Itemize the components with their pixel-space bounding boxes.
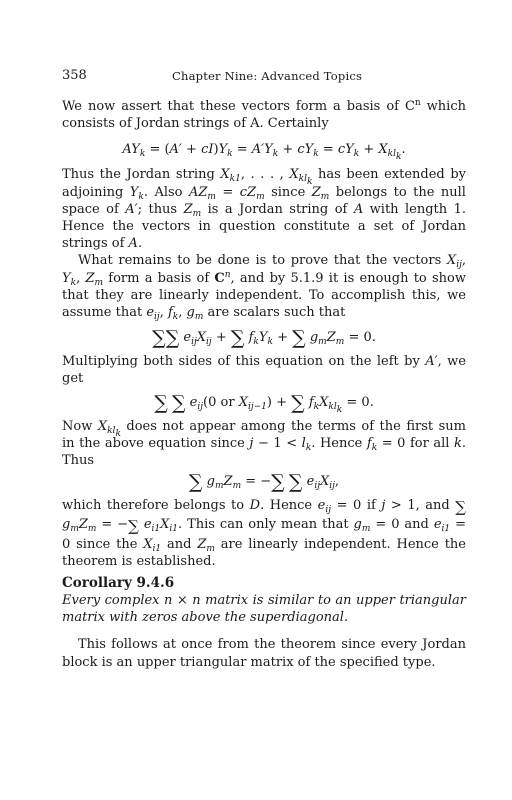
paragraph-jordan-string: Thus the Jordan string $X_{k1}$, . . . , $X_{kl_k}$ has been extended by adjoining $Y_k$. Also $AZ_m = cZ_m$ since $Z_m$ belongs to the null space of A′; thus $Z_m$ is a Jordan string of A with length 1. Hence the vectors in question constitute a set of Jordan strings of A. [62,167,467,252]
corollary-statement: Every complex n × n matrix is similar to an upper triangular matrix with zeros above the superdiagonal. [62,593,466,626]
chapter-title: Chapter Nine: Advanced Topics [172,69,363,83]
paragraph-final: This follows at once from the theorem since every Jordan block is an upper triangular matrix of the specified type. [62,637,466,670]
p1-sup: n [414,98,421,108]
paragraph-remains: What remains to be done is to prove that the vectors $X_{ij}$, $Y_k$, $Z_m$ form a basis of $C^n$, and by 5.1.9 it is enough to show that they are linearly independent. To accomplish this, we assume that $e_{ij}$, $f_k$, $g_m$ are scalars such that [62,253,466,323]
paragraph-which: which therefore belongs to D. Hence $e_{ij} = 0$ if j > 1, and ∑ $g_mZ_m$ = −∑ $e_{i1}X_{i1}$. This can only mean that $g_m = 0$ and $e_{i1} = 0$ since the $X_{i1}$ and $Z_m$ are linearly independent. Hence the theorem is established. [62,498,466,569]
running-header [62,68,466,88]
page-number: 358 [62,68,87,83]
page [62,68,466,671]
equation-4: ∑ $g_mZ_m$ = −∑ ∑ $e_{ij}X_{ij}$, [188,471,340,494]
corollary-heading: Corollary 9.4.6 [62,575,175,592]
p1-text: We now assert that these vectors form a basis of C [62,99,415,114]
paragraph-now: Now $X_{kl_k}$ does not appear among the terms of the first sum in the above equation since $j - 1 < l_k$. Hence $f_k = 0$ for all k. Thus [62,418,466,469]
equation-2: ∑∑ $e_{ij}X_{ij}$ + ∑ $f_kY_k$ + ∑ $g_mZ_m = 0$. [152,327,376,350]
paragraph-basis [62,98,466,132]
p1b-text: which consists of Jordan strings of A. Certainly [62,99,466,132]
paragraph-multiplying: Multiplying both sides of this equation on the left by A′, we get [62,354,466,387]
equation-3: ∑ ∑ $e_{ij}(0$ or $X_{ij-1}$) + ∑ $f_kX_{kl_k} = 0$. [154,391,374,415]
equation-1: $AY_k = (A' + cI)Y_k = A'Y_k + cY_k = cY_k + X_{kl_k}$. [122,142,406,163]
